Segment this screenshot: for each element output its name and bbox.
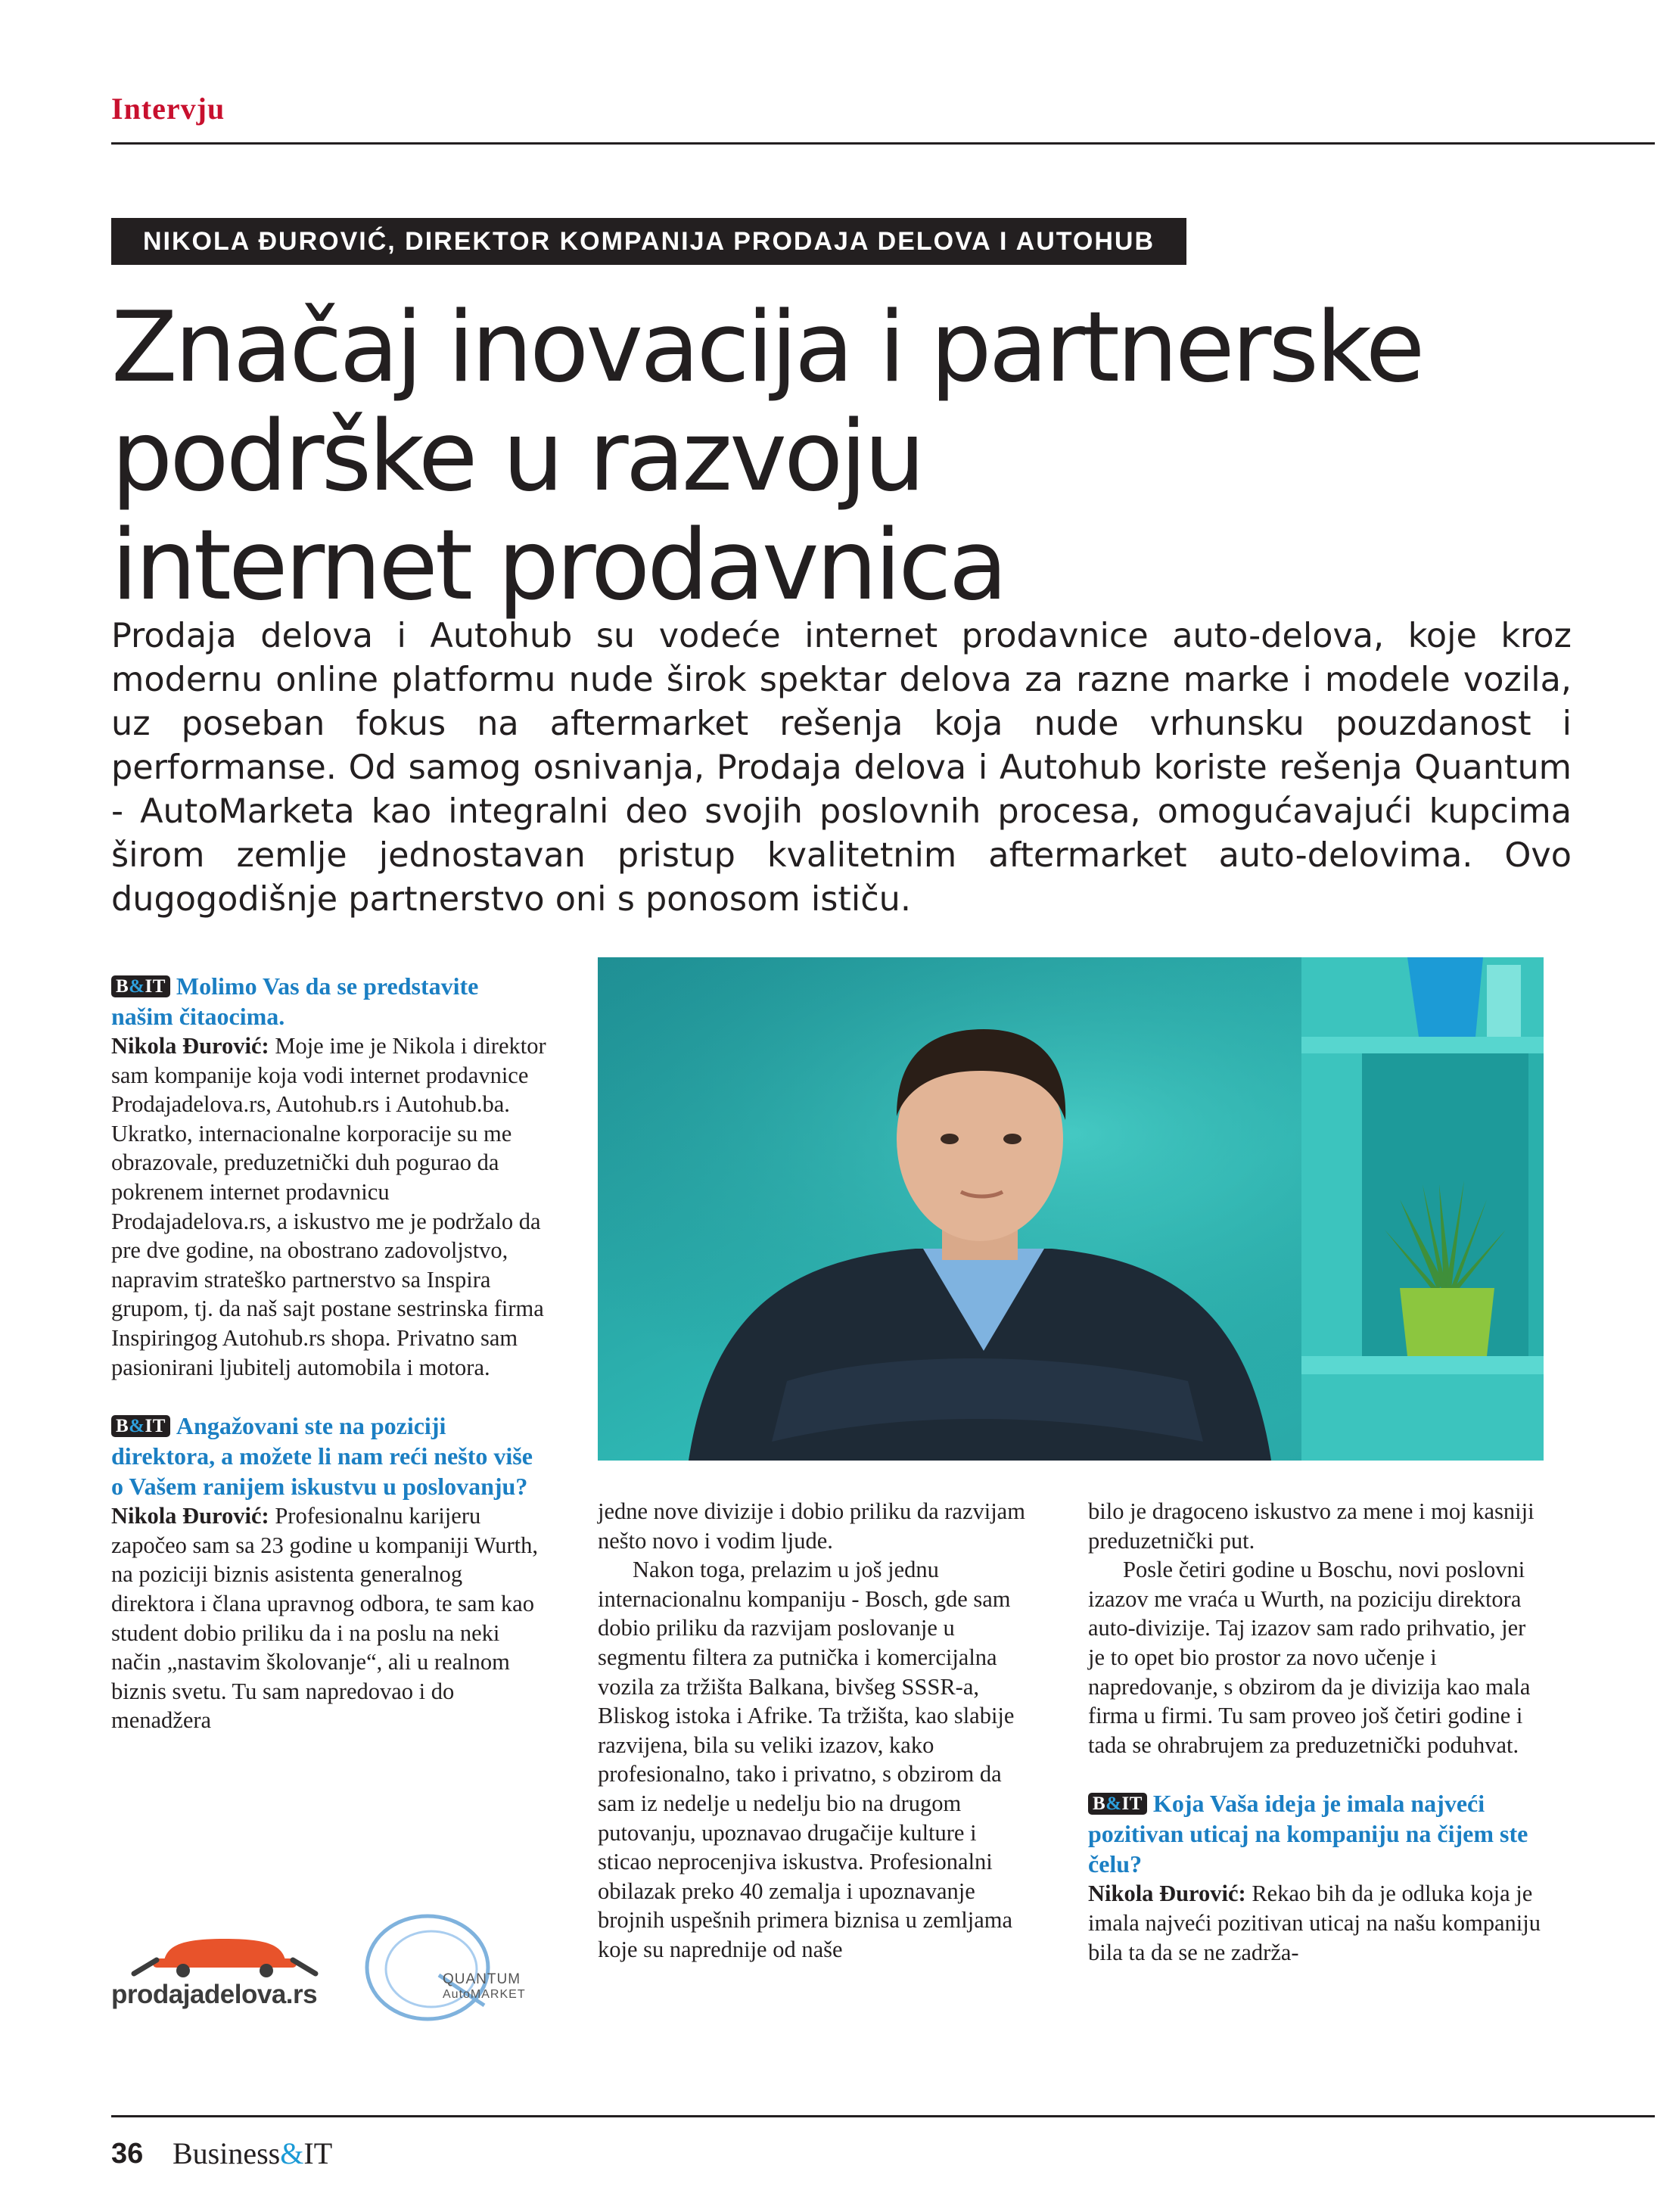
car-wrench-icon — [111, 1915, 338, 1983]
prodajadelova-logo — [111, 1915, 338, 2021]
question-text: Angažovani ste na poziciji direktora, a možete li nam reći nešto više o Vašem ranijem iskustvu u poslovanju? — [111, 1412, 533, 1501]
section-label: Intervju — [111, 92, 225, 126]
bit-badge: B&IT — [1088, 1793, 1147, 1815]
speaker-name: Nikola Đurović: — [111, 1033, 269, 1059]
question-3 — [1088, 1788, 1542, 1879]
headline — [111, 291, 1655, 622]
lead-paragraph: Prodaja delova i Autohub su vodeće internet prodavnice auto-delova, koje kroz modernu online platformu nude širok spektar delova za razne marke i modele vozila, uz poseban fokus na aftermarket rešenja koja nude vrhunsku pouzdanost i performanse. Od samog osnivanja, Prodaja delova i Autohub koriste rešenja Quantum - AutoMarketa kao integralni deo svojih poslovnih procesa, omogućavajući kupcima širom zemlje jednostavan pristup kvalitetnim aftermarket auto-delovima. Ovo dugogodišnje partnerstvo oni s ponosom ističu. — [111, 617, 1572, 919]
headline-line: Značaj inovacija i partnerske — [111, 291, 1423, 404]
page-number: 36 — [111, 2138, 144, 2170]
bit-badge: B&IT — [111, 975, 170, 997]
paragraph: bilo je dragoceno iskustvo za mene i moj kasniji preduzetnički put. — [1088, 1498, 1535, 1554]
headline-line: internet prodavnica — [111, 509, 1006, 622]
interview-photo — [598, 957, 1544, 1461]
question-text: Koja Vaša ideja je imala najveći pozitivan uticaj na kompaniju na čijem ste čelu? — [1088, 1790, 1528, 1878]
question-2 — [111, 1411, 546, 1501]
column-2 — [598, 1497, 1033, 1965]
quantum-swirl-icon — [356, 1907, 560, 2028]
portrait-illustration — [598, 957, 1544, 1461]
question-text: Molimo Vas da se predstavite našim čitaocima. — [111, 972, 479, 1030]
magazine-name: Business&IT — [173, 2136, 333, 2170]
column-1 — [111, 971, 546, 1735]
top-rule — [111, 142, 1655, 145]
speaker-name: Nikola Đurović: — [1088, 1881, 1246, 1907]
answer-text: Rekao bih da je odluka koja je imala najveći pozitivan uticaj na našu kompaniju bila ta da se ne zadrža- — [1088, 1881, 1541, 1965]
answer-text: Profesionalnu karijeru započeo sam sa 23 godine u kompaniji Wurth, na poziciji biznis asistenta generalnog direktora i člana upravnog odbora, te sam kao student dobio priliku da i na poslu na neki način „nastavim školovanje“, ali u realnom biznis svetu. Tu sam napredovao i do menadžera — [111, 1503, 539, 1734]
headline-line: podrške u razvoju — [111, 400, 922, 513]
logo-text: prodajadelova.rs — [111, 1980, 318, 2009]
logo-text: QUANTUM AutoMARKET — [443, 1971, 526, 2001]
kicker-bar: NIKOLA ĐUROVIĆ, DIREKTOR KOMPANIJA PRODAJA DELOVA I AUTOHUB — [111, 218, 1186, 265]
speaker-name: Nikola Đurović: — [111, 1503, 269, 1529]
question-1 — [111, 971, 546, 1031]
quantum-automarket-logo — [356, 1907, 560, 2028]
paragraph: jedne nove divizije i dobio priliku da razvijam nešto novo i vodim ljude. — [598, 1498, 1025, 1554]
answer-3 — [1088, 1879, 1542, 1967]
footer-rule — [111, 2115, 1655, 2117]
bit-badge: B&IT — [111, 1415, 170, 1437]
answer-1 — [111, 1031, 546, 1382]
paragraph: Posle četiri godine u Boschu, novi poslovni izazov me vraća u Wurth, na poziciju direktora auto-divizije. Taj izazov sam rado prihvatio, jer je to opet bio prostor za novo učenje i napredovanje, s obzirom da je divizija kao mala firma u firmi. Tu sam proveo još četiri godine i tada se ohrabrujem za preduzetnički poduhvat. — [1088, 1557, 1531, 1758]
answer-2 — [111, 1501, 546, 1735]
answer-text: Moje ime je Nikola i direktor sam kompanije koja vodi internet prodavnice Prodajadelova.rs, Autohub.rs i Autohub.ba. Ukratko, internacionalne korporacije su me obrazovale, preduzetnički duh pogurao da pokrenem internet prodavnicu Prodajadelova.rs, a iskustvo me je podržalo da pre dve godine, na obostrano zadovoljstvo, napravim strateško partnerstvo sa Inspira grupom, tj. da naš sajt postane sestrinska firma Inspiringog Autohub.rs shopa. Privatno sam pasionirani ljubitelj automobila i motora. — [111, 1033, 546, 1380]
column-3 — [1088, 1497, 1542, 1967]
paragraph: Nakon toga, prelazim u još jednu internacionalnu kompaniju - Bosch, gde sam dobio priliku da razvijam poslovanje u segmentu filtera za putnička i komercijalna vozila za tržišta Balkana, bivšeg SSSR-a, Bliskog istoka i Afrike. Ta tržišta, kao slabije razvijena, bila su veliki izazov, kako profesionalno, tako i privatno, s obzirom da sam iz nedelje u nedelju bio na drugom putovanju, upoznavao drugačije kulture i sticao neprocenjiva iskustva. Profesionalni obilazak preko 40 zemalja i upoznavanje brojnih uspešnih primera biznisa u zemljama koje su naprednije od naše — [598, 1557, 1015, 1962]
